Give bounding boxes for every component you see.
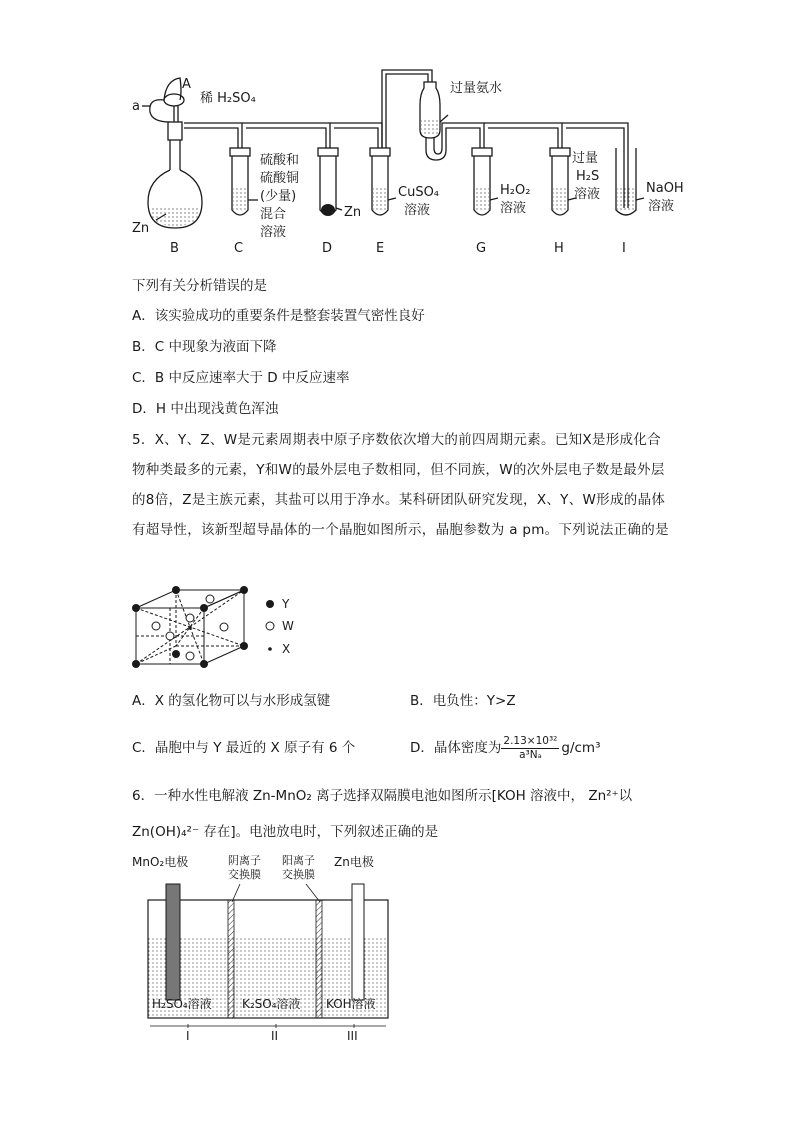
label-c-solution-2: 硫酸铜	[260, 171, 300, 186]
label-c-solution-5: 溶液	[260, 225, 287, 240]
label-koh-solution: KOH溶液	[326, 997, 376, 1011]
label-c-solution-4: 混合	[260, 207, 287, 222]
region-i: I	[186, 1029, 190, 1040]
q5-option-b: B．电负性：Y>Z	[410, 693, 516, 709]
label-naoh-1: NaOH	[646, 181, 684, 196]
label-a: a	[132, 99, 140, 114]
q4-stem: 下列有关分析错误的是	[132, 278, 267, 294]
legend-x: X	[282, 642, 291, 656]
label-anion-membrane-2: 交换膜	[228, 868, 261, 881]
label-A: A	[182, 77, 191, 92]
label-c-solution-3: (少量)	[260, 189, 297, 204]
q5-option-d	[410, 728, 600, 768]
label-mno2-electrode: MnO₂电极	[132, 855, 189, 869]
label-k2so4-solution: K₂SO₄溶液	[242, 997, 301, 1011]
label-cuso4-1: CuSO₄	[398, 185, 440, 200]
label-h2s-3: 溶液	[574, 187, 601, 202]
density-denominator: a³Nₐ	[519, 748, 542, 761]
region-iii: III	[347, 1029, 358, 1040]
letter-h: H	[554, 241, 564, 256]
label-h2o2-2: 溶液	[500, 201, 527, 216]
label-zn-electrode: Zn电极	[334, 855, 374, 869]
letter-d: D	[322, 241, 333, 256]
q4-option-d: D．H 中出现浅黄色浑浊	[132, 401, 279, 417]
density-numerator: 2.13×10³²	[503, 734, 558, 747]
density-unit: g/cm³	[561, 740, 601, 756]
q5-stem: 5．X、Y、Z、W是元素周期表中原子序数依次增大的前四周期元素。已知X是形成化合物种类最多的元素，Y和W的最外层电子数相同，但不同族，W的次外层电子数是最外层的8倍，Z是主族元素，其盐可以用于净水。某科研团队研究发现，X、Y、W形成的晶体有超导性，该新型超导晶体的一个晶胞如图所示，晶胞参数为 a pm。下列说法正确的是	[132, 432, 669, 538]
legend-y: Y	[282, 597, 290, 611]
label-naoh-2: 溶液	[648, 199, 675, 214]
apparatus-diagram	[120, 60, 700, 260]
q5-option-c: C．晶胞中与 Y 最近的 X 原子有 6 个	[132, 740, 356, 756]
letter-c: C	[234, 241, 244, 256]
label-h2so4-solution: H₂SO₄溶液	[152, 997, 212, 1011]
crystal-cell-diagram	[128, 584, 328, 674]
label-zn-flask: Zn	[132, 221, 150, 236]
label-excess-ammonia: 过量氨水	[450, 81, 503, 96]
label-cation-membrane-2: 交换膜	[282, 868, 315, 881]
region-ii: II	[271, 1029, 279, 1040]
q5-option-a: A．X 的氢化物可以与水形成氢键	[132, 693, 331, 709]
label-h2s-1: 过量	[572, 151, 599, 166]
letter-g: G	[476, 241, 487, 256]
q4-option-c: C．B 中反应速率大于 D 中反应速率	[132, 370, 350, 386]
density-fraction	[501, 735, 559, 762]
label-h2s-2: H₂S	[576, 169, 600, 184]
q6-line-1: 6．一种水性电解液 Zn-MnO₂ 离子选择双隔膜电池如图所示[KOH 溶液中， Zn²⁺以	[132, 788, 633, 804]
letter-i: I	[622, 241, 626, 256]
label-anion-membrane-1: 阴离子	[228, 854, 261, 867]
q4-option-a: A．该实验成功的重要条件是整套装置气密性良好	[132, 308, 425, 324]
q4-option-b: B．C 中现象为液面下降	[132, 339, 277, 355]
label-c-solution-1: 硫酸和	[260, 153, 300, 168]
label-dilute-acid: 稀 H₂SO₄	[200, 91, 256, 106]
q6-line-2: Zn(OH)₄²⁻ 存在]。电池放电时，下列叙述正确的是	[132, 824, 439, 840]
letter-e: E	[376, 241, 385, 256]
legend-w: W	[282, 619, 294, 633]
label-zn-d: Zn	[344, 205, 362, 220]
battery-diagram	[128, 850, 408, 1040]
label-cuso4-2: 溶液	[404, 203, 431, 218]
label-h2o2-1: H₂O₂	[500, 183, 531, 198]
q5-option-d-prefix: D．晶体密度为	[410, 740, 502, 756]
label-cation-membrane-1: 阳离子	[282, 854, 315, 867]
letter-b: B	[170, 241, 179, 256]
